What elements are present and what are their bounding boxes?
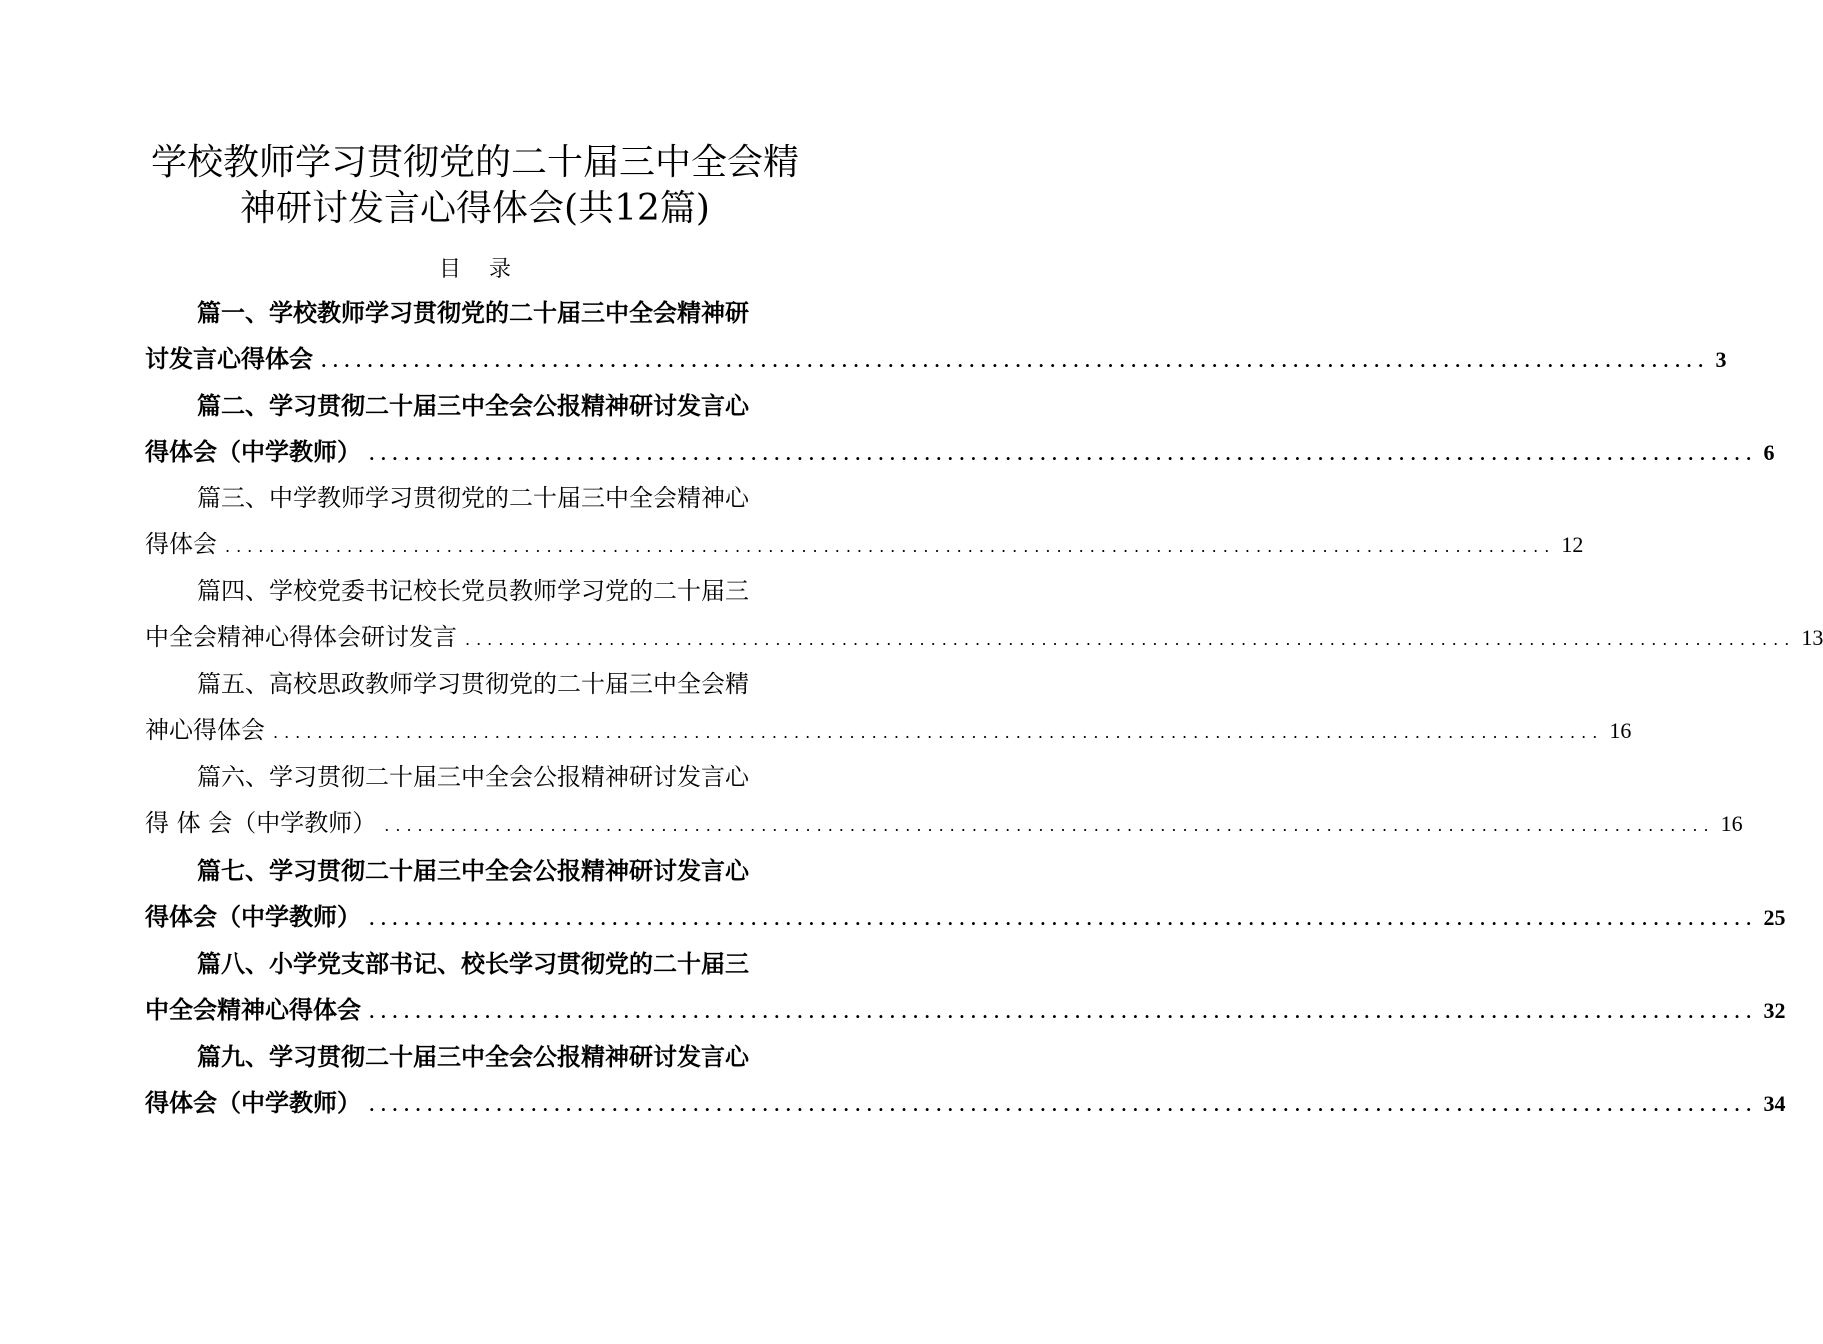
toc-entry-line1: 篇八、小学党支部书记、校长学习贯彻党的二十届三 — [197, 949, 749, 978]
toc-leader-dots: ........................................................................................................................ — [384, 816, 1715, 835]
toc-leader-dots: ........................................................................................................................ — [225, 537, 1556, 556]
table-of-contents — [145, 290, 1823, 1127]
toc-entry-text: 得 体 会（中学教师） — [145, 809, 377, 837]
toc-entry-9[interactable] — [145, 1034, 1786, 1127]
toc-entry-2[interactable] — [145, 383, 1775, 476]
toc-leader-dots: ........................................................................................................................ — [369, 1096, 1758, 1115]
toc-entry-line2 — [145, 335, 1727, 382]
toc-entry-line2 — [145, 614, 1823, 661]
toc-entry-line1: 篇六、学习贯彻二十届三中全会公报精神研讨发言心 — [197, 763, 749, 791]
toc-entry-text: 讨发言心得体会 — [145, 344, 313, 373]
document-title — [120, 140, 830, 232]
toc-entry-line2 — [145, 1079, 1786, 1126]
toc-entry-8[interactable] — [145, 941, 1786, 1034]
toc-entry-text: 得体会（中学教师） — [145, 902, 361, 931]
toc-entry-5[interactable] — [145, 662, 1632, 755]
toc-leader-dots: ........................................................................................................................ — [465, 630, 1796, 649]
toc-leader-dots: ........................................................................................................................ — [369, 1003, 1758, 1022]
toc-entry-line1: 篇一、学校教师学习贯彻党的二十届三中全会精神研 — [197, 298, 749, 327]
toc-entry-3[interactable] — [145, 476, 1584, 569]
toc-leader-dots: ........................................................................................................................ — [369, 910, 1758, 929]
toc-entry-line2 — [145, 800, 1743, 847]
toc-page-number: 3 — [1715, 347, 1727, 372]
toc-entry-line1: 篇五、高校思政教师学习贯彻党的二十届三中全会精 — [197, 670, 749, 698]
toc-page-number: 25 — [1763, 905, 1786, 930]
toc-page-number: 32 — [1763, 998, 1786, 1023]
toc-entry-4[interactable] — [145, 569, 1823, 662]
toc-entry-7[interactable] — [145, 848, 1786, 941]
toc-entry-line1: 篇七、学习贯彻二十届三中全会公报精神研讨发言心 — [197, 856, 749, 885]
toc-entry-1[interactable] — [145, 290, 1727, 383]
toc-leader-dots: ........................................................................................................................ — [321, 352, 1710, 371]
toc-heading: 目录 — [438, 257, 539, 282]
title-line-2: 神研讨发言心得体会(共12篇) — [240, 188, 710, 229]
toc-entry-text: 中全会精神心得体会研讨发言 — [145, 623, 457, 651]
toc-entry-line2 — [145, 893, 1786, 940]
toc-page-number: 12 — [1561, 532, 1584, 557]
toc-entry-text: 得体会（中学教师） — [145, 437, 361, 466]
toc-entry-line2 — [145, 428, 1775, 475]
toc-leader-dots: ........................................................................................................................ — [273, 723, 1604, 742]
toc-entry-6[interactable] — [145, 755, 1743, 848]
toc-entry-line1: 篇三、中学教师学习贯彻党的二十届三中全会精神心 — [197, 484, 749, 512]
title-line-1: 学校教师学习贯彻党的二十届三中全会精 — [150, 142, 799, 183]
toc-entry-text: 神心得体会 — [145, 716, 265, 744]
toc-leader-dots: ........................................................................................................................ — [369, 445, 1758, 464]
toc-page-number: 6 — [1763, 440, 1775, 465]
toc-page-number: 16 — [1720, 811, 1743, 836]
toc-page-number: 13 — [1801, 625, 1823, 650]
toc-entry-text: 中全会精神心得体会 — [145, 995, 361, 1024]
toc-page-number: 34 — [1763, 1091, 1786, 1116]
toc-entry-text: 得体会 — [145, 530, 217, 558]
toc-entry-line1: 篇二、学习贯彻二十届三中全会公报精神研讨发言心 — [197, 391, 749, 420]
toc-entry-line1: 篇九、学习贯彻二十届三中全会公报精神研讨发言心 — [197, 1042, 749, 1071]
toc-entry-text: 得体会（中学教师） — [145, 1088, 361, 1117]
toc-entry-line2 — [145, 707, 1632, 754]
toc-entry-line1: 篇四、学校党委书记校长党员教师学习党的二十届三 — [197, 577, 749, 605]
toc-entry-line2 — [145, 986, 1786, 1033]
toc-page-number: 16 — [1609, 718, 1632, 743]
toc-entry-line2 — [145, 521, 1584, 568]
